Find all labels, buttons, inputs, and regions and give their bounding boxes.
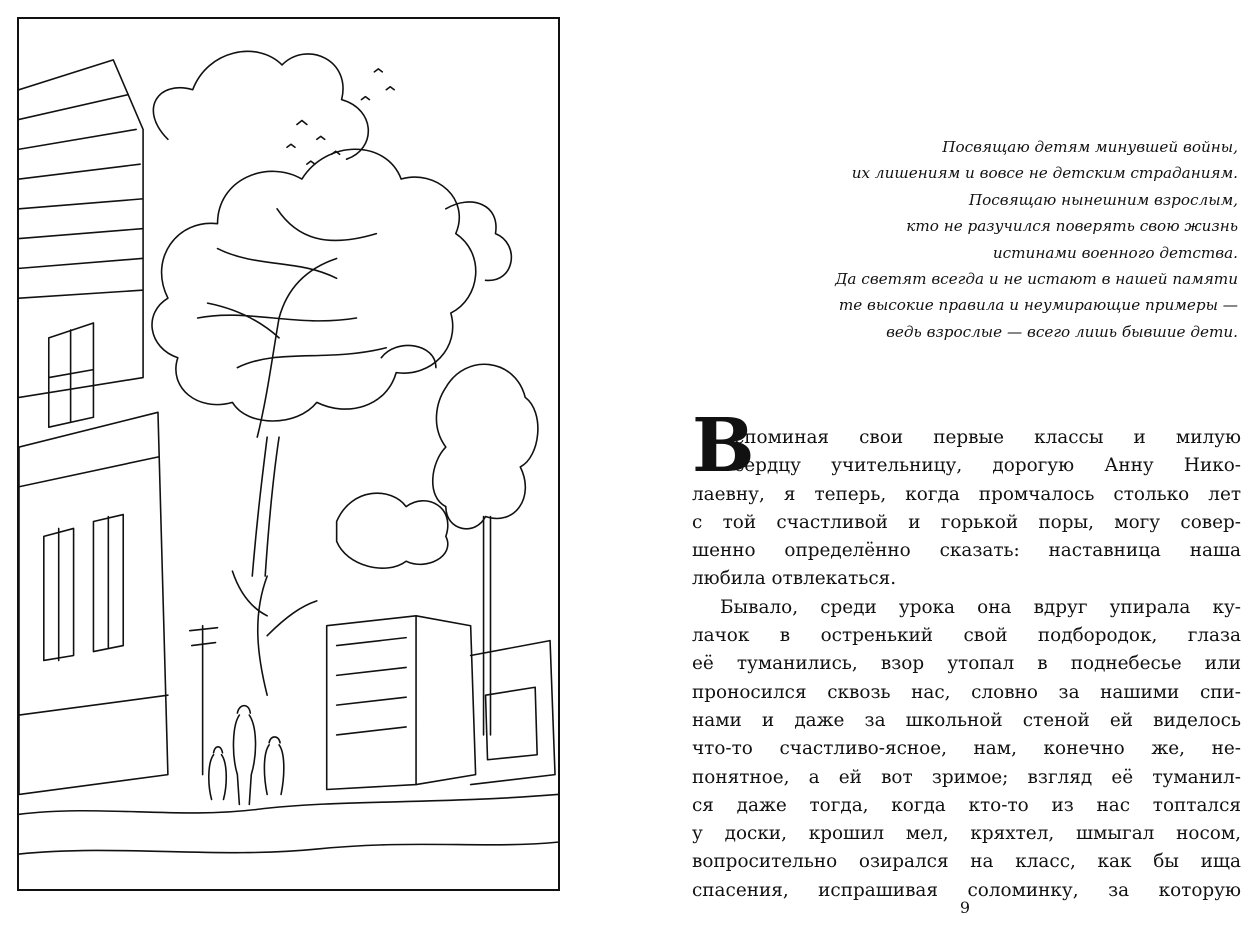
house-left-roof — [19, 60, 143, 397]
body-line: любила отвлекаться. — [692, 568, 897, 590]
house-lower-windows — [44, 515, 123, 661]
body-text — [692, 424, 1241, 905]
page-number: 9 — [959, 898, 971, 917]
epigraph — [640, 134, 1238, 345]
body-line: у доски, крошил мел, кряхтел, шмыгал носом, — [692, 823, 1241, 845]
house-right — [327, 616, 416, 790]
body-line: ся даже тогда, когда кто-то из нас топтался — [692, 794, 1241, 816]
figure-child-left — [209, 747, 226, 800]
house-left-window — [49, 323, 94, 427]
snow-ground — [19, 794, 558, 814]
bare-tree — [232, 571, 316, 695]
body-line: что-то счастливо-ясное, нам, конечно же, не- — [692, 738, 1241, 760]
epigraph-line: их лишениям и вовсе не детским страданиям. — [851, 164, 1238, 183]
body-line: её туманились, взор утопал в поднебесье или — [692, 653, 1241, 675]
body-line: шенно определённо сказать: наставница наша — [692, 540, 1241, 562]
tree-canopy — [152, 149, 476, 421]
figure-child-right — [264, 737, 283, 795]
body-line: нами и даже за школьной стеной ей виделось — [692, 709, 1241, 731]
epigraph-line: Да светят всегда и не истают в нашей памяти — [835, 270, 1238, 289]
winter-street-drawing-icon — [19, 19, 558, 889]
tree-right — [433, 364, 538, 529]
body-line: с той счастливой и горькой поры, могу совер- — [692, 511, 1241, 533]
cloud-lower — [381, 345, 436, 367]
cloud-upper — [153, 51, 368, 159]
tree-trunk — [252, 437, 279, 576]
cloud-right — [446, 202, 512, 280]
figure-adult — [233, 706, 255, 805]
cloud-middle — [337, 493, 448, 568]
body-line: сердцу учительницу, дорогую Анну Нико- — [734, 455, 1241, 477]
body-line: Бывало, среди урока она вдруг упирала ку- — [720, 596, 1241, 618]
epigraph-line: Посвящаю нынешним взрослым, — [968, 190, 1238, 209]
epigraph-line: кто не разучился поверять свою жизнь — [906, 217, 1238, 236]
epigraph-line: те высокие правила и неумирающие примеры — — [838, 296, 1238, 315]
illustration-frame — [17, 17, 560, 891]
body-line: споминая свои первые классы и милую — [734, 427, 1241, 448]
epigraph-line: истинами военного детства. — [992, 243, 1238, 262]
epigraph-line: ведь взрослые — всего лишь бывшие дети. — [886, 322, 1238, 341]
body-line: спасения, испрашивая соломинку, за которую — [692, 879, 1241, 901]
body-line: вопросительно озирался на класс, как бы ища — [692, 851, 1241, 873]
body-line: лачок в остренький свой подбородок, глаза — [692, 625, 1241, 647]
birds — [287, 69, 394, 164]
body-line: проносился сквозь нас, словно за нашими спи- — [692, 681, 1241, 703]
drop-cap: В — [692, 403, 755, 489]
body-line: понятное, а ей вот зримое; взгляд её туманил- — [692, 766, 1241, 788]
epigraph-line: Посвящаю детям минувшей войны, — [942, 138, 1238, 156]
body-line: лаевну, я теперь, когда промчалось столько лет — [692, 483, 1241, 505]
